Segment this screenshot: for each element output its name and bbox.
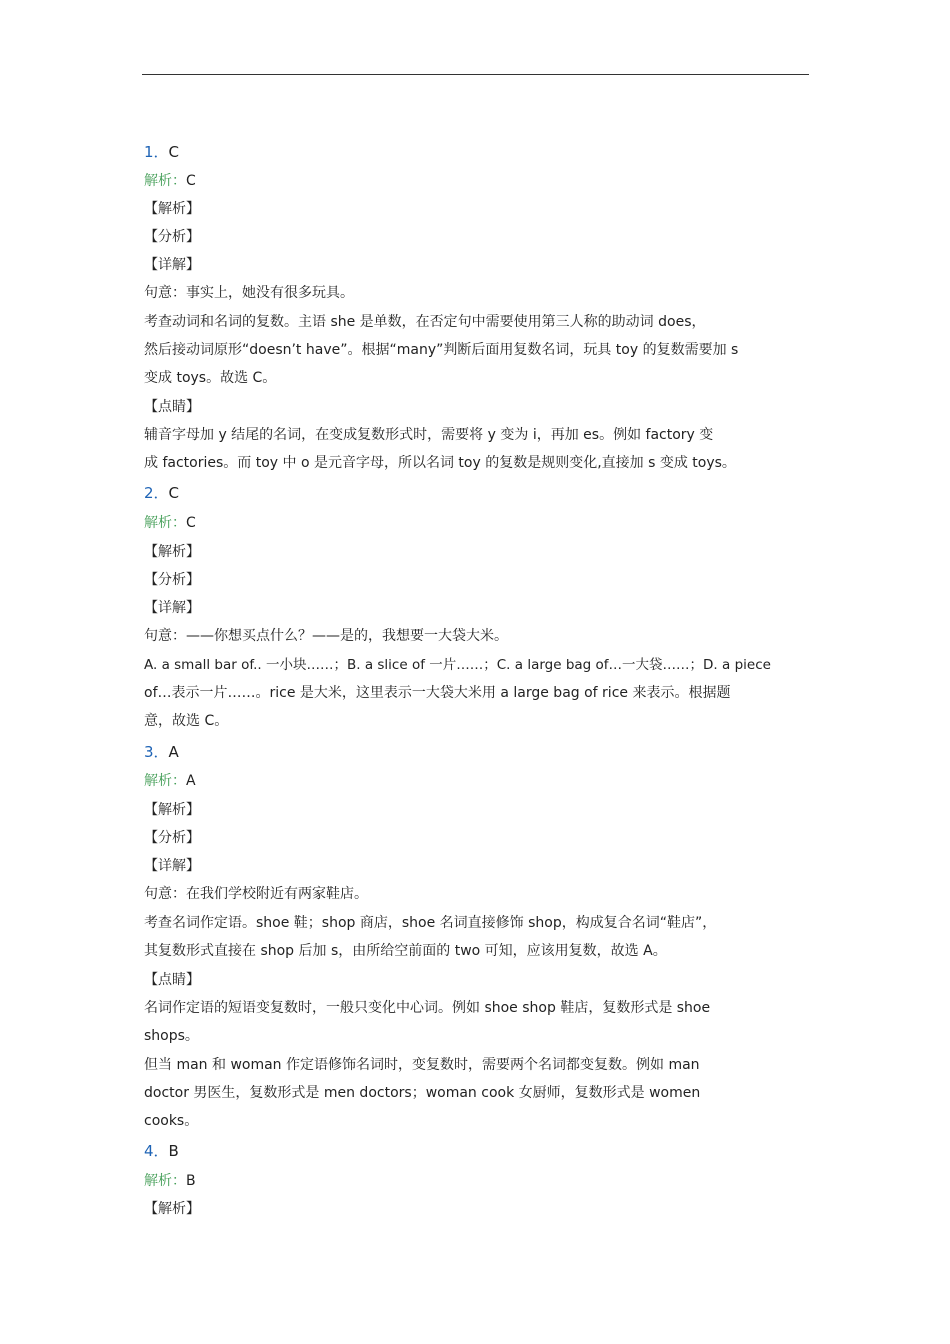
dianjing-header: 【点睛】 xyxy=(144,972,200,988)
explanation-line: 考查名词作定语。shoe 鞋；shop 商店，shoe 名词直接修饰 shop，构成复合名词“鞋店”， xyxy=(144,915,717,931)
question-number: 3．A xyxy=(144,743,179,761)
explanation-line: 句意：在我们学校附近有两家鞋店。 xyxy=(144,886,368,902)
xiangjie-header: 【详解】 xyxy=(144,257,200,273)
xiangjie-header: 【详解】 xyxy=(144,858,200,874)
explanation-line: 意，故选 C。 xyxy=(144,713,229,729)
explanation-line: 句意：——你想买点什么？——是的，我想要一大袋大米。 xyxy=(144,628,508,644)
dianjing-line: shops。 xyxy=(144,1028,199,1044)
jiexi-header: 【解析】 xyxy=(144,802,200,818)
explanation-line: 其复数形式直接在 shop 后加 s，由所给空前面的 two 可知，应该用复数，故选 A。 xyxy=(144,943,667,959)
jiexi-header: 【解析】 xyxy=(144,544,200,560)
jiexi-line: 解析：A xyxy=(144,773,196,789)
jiexi-line: 解析：C xyxy=(144,515,196,531)
dianjing-line: cooks。 xyxy=(144,1113,199,1129)
dianjing-line: 辅音字母加 y 结尾的名词，在变成复数形式时，需要将 y 变为 i，再加 es。例如 factory 变 xyxy=(144,427,714,443)
fenxi-header: 【分析】 xyxy=(144,830,200,846)
header-rule xyxy=(142,74,809,75)
dianjing-line: 成 factories。而 toy 中 o 是元音字母，所以名词 toy 的复数是规则变化,直接加 s 变成 toys。 xyxy=(144,455,736,471)
dianjing-line: 名词作定语的短语变复数时，一般只变化中心词。例如 shoe shop 鞋店，复数形式是 shoe xyxy=(144,1000,711,1016)
question-number: 1．C xyxy=(144,143,180,161)
answer-letter: C xyxy=(168,143,180,161)
answer-letter: B xyxy=(168,1142,179,1160)
fenxi-header: 【分析】 xyxy=(144,229,200,245)
jiexi-line: 解析：C xyxy=(144,173,196,189)
question-number: 2．C xyxy=(144,484,180,502)
explanation-line: 句意：事实上，她没有很多玩具。 xyxy=(144,285,354,301)
answer-letter: C xyxy=(168,484,180,502)
jiexi-line: 解析：B xyxy=(144,1173,196,1189)
jiexi-header: 【解析】 xyxy=(144,201,200,217)
explanation-line: A. a small bar of.. 一小块……；B. a slice of 一片……；C. a large bag of…一大袋……；D. a piece xyxy=(144,657,771,673)
explanation-line: 变成 toys。故选 C。 xyxy=(144,370,277,386)
xiangjie-header: 【详解】 xyxy=(144,600,200,616)
dianjing-header: 【点睛】 xyxy=(144,399,200,415)
explanation-line: 然后接动词原形“doesn’t have”。根据“many”判断后面用复数名词，玩具 toy 的复数需要加 s xyxy=(144,342,739,358)
explanation-line: 考查动词和名词的复数。主语 she 是单数，在否定句中需要使用第三人称的助动词 does， xyxy=(144,314,706,330)
fenxi-header: 【分析】 xyxy=(144,572,200,588)
explanation-line: of…表示一片……。rice 是大米，这里表示一大袋大米用 a large bag of rice 来表示。根据题 xyxy=(144,685,731,701)
answer-letter: A xyxy=(168,743,179,761)
jiexi-header: 【解析】 xyxy=(144,1201,200,1217)
question-number: 4．B xyxy=(144,1142,179,1160)
dianjing-line: doctor 男医生，复数形式是 men doctors；woman cook 女厨师，复数形式是 women xyxy=(144,1085,701,1101)
dianjing-line: 但当 man 和 woman 作定语修饰名词时，变复数时，需要两个名词都变复数。例如 man xyxy=(144,1057,700,1073)
